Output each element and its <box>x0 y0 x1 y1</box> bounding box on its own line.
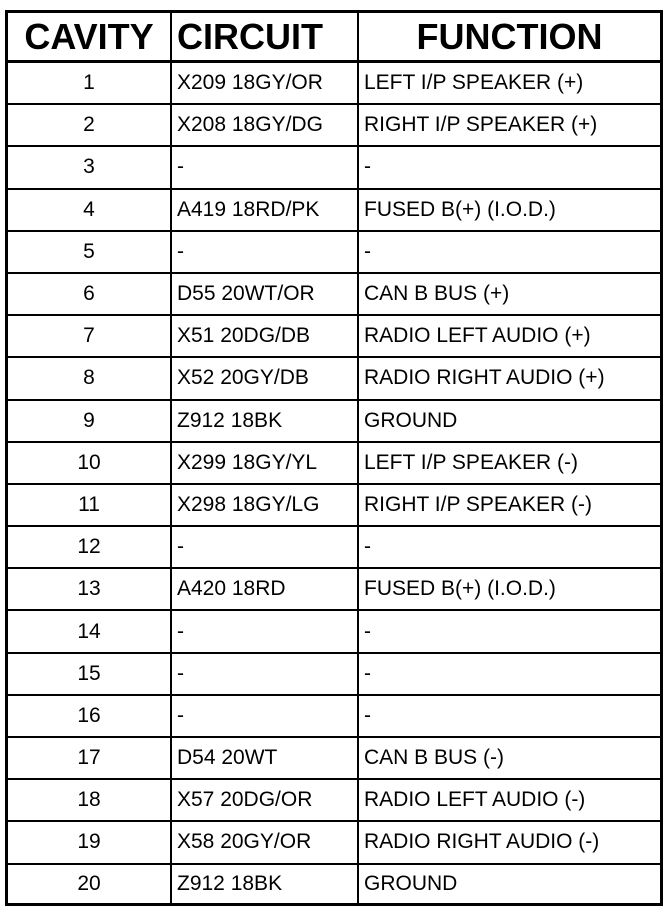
function-cell: - <box>364 155 371 179</box>
table-row <box>8 822 660 864</box>
circuit-cell: X58 20GY/OR <box>172 822 359 862</box>
cavity-cell: 19 <box>8 822 172 862</box>
circuit-cell: - <box>172 696 359 736</box>
function-cell: - <box>364 239 371 263</box>
circuit-cell: - <box>172 654 359 694</box>
cavity-cell: 17 <box>8 738 172 778</box>
table-header-row <box>8 13 660 63</box>
header-function: FUNCTION <box>416 15 603 57</box>
cavity-cell: 5 <box>8 232 172 272</box>
function-cell: RADIO RIGHT AUDIO (+) <box>364 366 605 390</box>
cavity-cell: 3 <box>8 147 172 187</box>
function-cell: CAN B BUS (-) <box>364 746 505 770</box>
circuit-cell: D54 20WT <box>172 738 359 778</box>
circuit-cell: - <box>172 232 359 272</box>
cavity-cell: 18 <box>8 780 172 820</box>
circuit-cell: Z912 18BK <box>172 401 359 441</box>
connector-pinout-table <box>5 10 663 906</box>
table-row <box>8 780 660 822</box>
cavity-cell: 13 <box>8 569 172 609</box>
table-row <box>8 443 660 485</box>
circuit-cell: X57 20DG/OR <box>172 780 359 820</box>
circuit-cell: - <box>172 147 359 187</box>
circuit-cell: X298 18GY/LG <box>172 485 359 525</box>
table-row <box>8 358 660 400</box>
function-cell: GROUND <box>364 871 458 895</box>
function-cell: LEFT I/P SPEAKER (-) <box>364 450 578 474</box>
function-cell: - <box>364 703 371 727</box>
table-row <box>8 738 660 780</box>
function-cell: - <box>364 535 371 559</box>
cavity-cell: 8 <box>8 358 172 398</box>
circuit-cell: X51 20DG/DB <box>172 316 359 356</box>
header-cavity: CAVITY <box>8 13 172 60</box>
table-row <box>8 232 660 274</box>
circuit-cell: X208 18GY/DG <box>172 105 359 145</box>
function-cell: CAN B BUS (+) <box>364 282 510 306</box>
circuit-cell: X299 18GY/YL <box>172 443 359 483</box>
cavity-cell: 2 <box>8 105 172 145</box>
cavity-cell: 9 <box>8 401 172 441</box>
table-row <box>8 274 660 316</box>
function-cell: RADIO LEFT AUDIO (+) <box>364 324 591 348</box>
function-cell: - <box>364 661 371 685</box>
table-row <box>8 105 660 147</box>
cavity-cell: 20 <box>8 865 172 903</box>
table-row <box>8 63 660 105</box>
circuit-cell: D55 20WT/OR <box>172 274 359 314</box>
cavity-cell: 6 <box>8 274 172 314</box>
table-row <box>8 401 660 443</box>
cavity-cell: 1 <box>8 63 172 103</box>
cavity-cell: 7 <box>8 316 172 356</box>
function-cell: RIGHT I/P SPEAKER (+) <box>364 113 598 137</box>
header-circuit: CIRCUIT <box>172 13 359 60</box>
circuit-cell: A419 18RD/PK <box>172 190 359 230</box>
table-row <box>8 147 660 189</box>
circuit-cell: A420 18RD <box>172 569 359 609</box>
function-cell: RIGHT I/P SPEAKER (-) <box>364 492 592 516</box>
circuit-cell: - <box>172 527 359 567</box>
table-row <box>8 611 660 653</box>
function-cell: FUSED B(+) (I.O.D.) <box>364 197 556 221</box>
circuit-cell: Z912 18BK <box>172 865 359 903</box>
cavity-cell: 15 <box>8 654 172 694</box>
table-row <box>8 485 660 527</box>
table-row <box>8 569 660 611</box>
cavity-cell: 11 <box>8 485 172 525</box>
table-row <box>8 527 660 569</box>
function-cell: RADIO LEFT AUDIO (-) <box>364 788 586 812</box>
circuit-cell: X52 20GY/DB <box>172 358 359 398</box>
cavity-cell: 12 <box>8 527 172 567</box>
circuit-cell: - <box>172 611 359 651</box>
function-cell: - <box>364 619 371 643</box>
table-row <box>8 865 660 903</box>
cavity-cell: 16 <box>8 696 172 736</box>
circuit-cell: X209 18GY/OR <box>172 63 359 103</box>
function-cell: LEFT I/P SPEAKER (+) <box>364 71 584 95</box>
cavity-cell: 4 <box>8 190 172 230</box>
table-row <box>8 696 660 738</box>
function-cell: GROUND <box>364 408 458 432</box>
function-cell: RADIO RIGHT AUDIO (-) <box>364 830 600 854</box>
function-cell: FUSED B(+) (I.O.D.) <box>364 577 556 601</box>
table-row <box>8 654 660 696</box>
table-row <box>8 316 660 358</box>
cavity-cell: 10 <box>8 443 172 483</box>
table-row <box>8 190 660 232</box>
cavity-cell: 14 <box>8 611 172 651</box>
